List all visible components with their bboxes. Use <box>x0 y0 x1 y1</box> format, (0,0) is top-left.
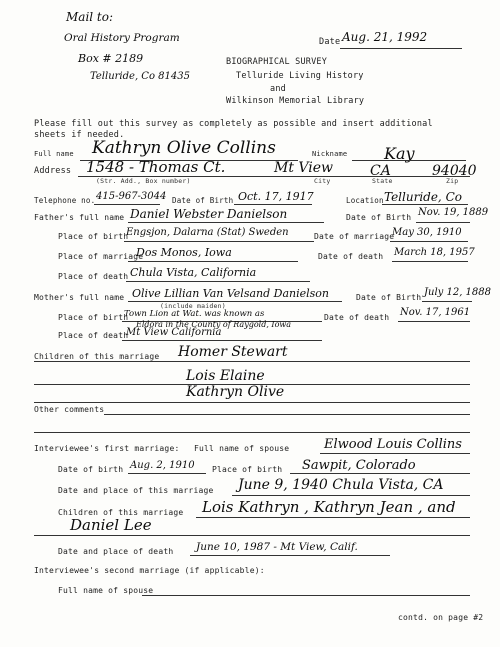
father-dod-label: Date of death <box>318 252 384 261</box>
mother-pob-value-2: Eldora in the County of Raygold, Iowa <box>136 320 292 329</box>
date-value: Aug. 21, 1992 <box>342 30 428 44</box>
father-pob-value: Engsjon, Dalarna (Stat) Sweden <box>126 227 289 238</box>
father-dob-label: Date of Birth <box>346 213 412 222</box>
second-spouse-label: Full name of spouse <box>58 586 154 595</box>
telephone-line <box>94 204 160 205</box>
death-date-place-line <box>190 555 390 556</box>
nickname-label: Nickname <box>312 150 348 158</box>
father-name-label: Father's full name <box>34 213 125 222</box>
mail-note-line: Telluride, Co 81435 <box>90 71 190 82</box>
marriage-children-line <box>196 517 470 518</box>
children-line <box>34 402 470 403</box>
father-dob-line <box>416 222 470 223</box>
address-zip: 94040 <box>432 163 477 179</box>
children-label: Children of this marriage <box>34 352 160 361</box>
spouse-dob-line <box>128 473 206 474</box>
mother-name-label: Mother's full name <box>34 293 125 302</box>
mother-pob-label: Place of birth <box>58 313 129 322</box>
mother-pob-value: Town Lion at Wat. was known as <box>124 309 265 319</box>
marriage-children-value-2: Daniel Lee <box>70 516 152 534</box>
mother-pod-label: Place of death <box>58 331 129 340</box>
spouse-dob-value: Aug. 2, 1910 <box>130 460 195 471</box>
dob-line <box>234 204 312 205</box>
address-city: Mt View <box>274 160 334 176</box>
continued-note: contd. on page #2 <box>398 613 484 622</box>
father-dom-line <box>390 241 468 242</box>
father-pod-line <box>126 281 310 282</box>
comments-line <box>104 414 470 415</box>
mail-note-line: Oral History Program <box>64 32 180 44</box>
spouse-dob-label: Date of birth <box>58 465 124 474</box>
instructions-line: sheets if needed. <box>34 130 125 140</box>
address-sub-label: City <box>314 177 331 185</box>
mother-pod-line <box>122 340 322 341</box>
mother-dob-value: July 12, 1888 <box>424 287 492 298</box>
form-title: BIOGRAPHICAL SURVEY <box>226 57 328 67</box>
spouse-pob-label: Place of birth <box>212 465 283 474</box>
address-sub-label: State <box>372 177 393 185</box>
location-line <box>382 204 468 205</box>
dob-value: Oct. 17, 1917 <box>238 190 314 203</box>
comments-line <box>34 432 470 433</box>
second-spouse-line <box>142 595 470 596</box>
mother-name-value: Olive Lillian Van Velsand Danielson <box>132 287 330 300</box>
death-date-place-value: June 10, 1987 - Mt View, Calif. <box>196 541 358 553</box>
full-name-label: Full name <box>34 150 74 158</box>
second-marriage-label: Interviewee's second marriage (if applicable): <box>34 566 265 575</box>
father-dom-value: May 30, 1910 <box>392 227 462 238</box>
mother-maiden-note: (include maiden) <box>160 302 226 310</box>
father-dom-label: Date of marriage <box>314 232 395 241</box>
child-name: Lois Elaine <box>186 368 265 384</box>
address-sub-label: (Str. Add., Box number) <box>96 177 191 185</box>
address-sub-label: Zip <box>446 177 459 185</box>
date-line <box>340 48 462 49</box>
child-name: Homer Stewart <box>178 344 288 360</box>
father-name-line <box>128 222 324 223</box>
child-name: Kathryn Olive <box>186 384 285 400</box>
marriage-children-line <box>34 535 470 536</box>
father-dob-value: Nov. 19, 1889 <box>418 207 489 218</box>
father-dod-value: March 18, 1957 <box>394 247 475 258</box>
spouse-pob-value: Sawpit, Colorado <box>302 458 416 473</box>
mother-dob-label: Date of Birth <box>356 293 422 302</box>
nickname-value: Kay <box>384 144 415 163</box>
mail-note-line: Box # 2189 <box>78 52 144 65</box>
location-value: Telluride, Co <box>384 190 462 204</box>
father-pod-label: Place of death <box>58 272 129 281</box>
address-state: CA <box>370 163 391 179</box>
telephone-value: 415-967-3044 <box>96 191 167 202</box>
first-marriage-label: Interviewee's first marriage: <box>34 444 180 453</box>
form-subtitle: Wilkinson Memorial Library <box>226 96 365 106</box>
father-dod-line <box>392 261 468 262</box>
mother-dod-label: Date of death <box>324 313 390 322</box>
nickname-line <box>352 160 466 161</box>
date-label: Date <box>319 37 341 47</box>
father-pom-line <box>128 261 298 262</box>
mail-note-line: Mail to: <box>66 10 114 24</box>
marriage-date-place-label: Date and place of this marriage <box>58 486 214 495</box>
marriage-children-label: Children of this marriage <box>58 508 184 517</box>
instructions-line: Please fill out this survey as completely as possible and insert additional <box>34 119 433 129</box>
spouse-name-line <box>320 453 470 454</box>
spouse-name-value: Elwood Louis Collins <box>324 437 462 452</box>
address-label: Address <box>34 166 72 176</box>
mother-dod-line <box>398 321 470 322</box>
father-name-value: Daniel Webster Danielson <box>130 207 288 221</box>
form-subtitle: Telluride Living History <box>236 71 364 81</box>
children-line <box>34 361 470 362</box>
dob-label: Date of Birth <box>172 196 234 205</box>
location-label: Location <box>346 196 384 205</box>
father-pob-line <box>124 241 314 242</box>
mother-pod-value: Mt View California <box>126 327 222 338</box>
marriage-date-place-value: June 9, 1940 Chula Vista, CA <box>238 477 444 493</box>
death-date-place-label: Date and place of death <box>58 547 174 556</box>
father-pob-label: Place of birth <box>58 232 129 241</box>
father-pom-label: Place of marriage <box>58 252 144 261</box>
father-pom-value: Dos Monos, Iowa <box>136 246 232 259</box>
spouse-pob-line <box>290 473 470 474</box>
other-comments-label: Other comments <box>34 405 105 414</box>
mother-dod-value: Nov. 17, 1961 <box>400 307 471 318</box>
father-pod-value: Chula Vista, California <box>130 266 257 279</box>
spouse-name-label: Full name of spouse <box>194 444 290 453</box>
telephone-label: Telephone no. <box>34 196 96 205</box>
address-street: 1548 - Thomas Ct. <box>86 158 226 176</box>
form-subtitle: and <box>270 84 286 94</box>
full-name-value: Kathryn Olive Collins <box>92 138 276 158</box>
mother-dob-line <box>422 301 472 302</box>
marriage-children-value: Lois Kathryn , Kathryn Jean , and <box>202 498 456 516</box>
marriage-date-place-line <box>232 495 470 496</box>
